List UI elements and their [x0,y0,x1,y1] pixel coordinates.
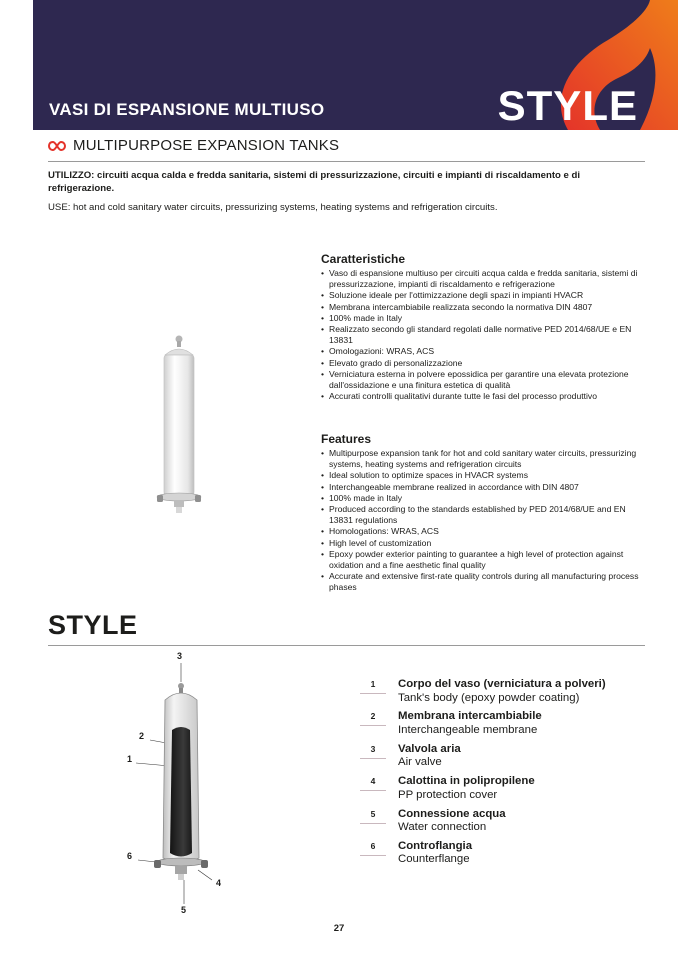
divider [48,645,645,646]
callout-3: 3 [177,651,183,661]
list-item: • Accurate and extensive first-rate quality controls during all manufacturing process phases [321,571,651,593]
part-item [361,743,641,775]
callout-5: 5 [181,905,187,915]
brand-label: STYLE [497,82,638,129]
part-name-en: Water connection [398,821,487,834]
list-item: • Membrana intercambiabile realizzata secondo la normativa DIN 4807 [321,302,651,313]
caratteristiche-section [321,252,651,402]
page-number: 27 [333,923,345,934]
part-name-en: Tank's body (epoxy powder coating) [398,691,580,704]
callout-2: 2 [139,731,145,741]
list-item: • Accurati controlli qualitativi durante tutte le fasi del processo produttivo [321,391,651,402]
use-english: USE: hot and cold sanitary water circuits, pressurizing systems, heating systems and refrigeration circuits. [48,202,498,213]
infinity-logo-icon [48,140,66,152]
list-item: • Ideal solution to optimize spaces in HVACR systems [321,470,651,481]
part-name-it: Valvola aria [398,742,461,755]
use-italian: UTILIZZO: circuiti acqua calda e fredda sanitaria, sistemi di pressurizzazione, circuiti e impianti di riscaldamento e di refrigerazione. [48,170,581,194]
part-number: 3 [361,744,385,754]
list-item: • Soluzione ideale per l'ottimizzazione degli spazi in impianti HVACR [321,290,651,301]
section-title: STYLE [48,610,138,640]
part-name-it: Calottina in polipropilene [398,775,535,788]
callout-1: 1 [127,754,133,764]
part-name-en: Counterflange [398,853,470,866]
part-item [361,678,641,710]
cutaway-drawing [110,648,250,923]
part-name-it: Connessione acqua [398,807,506,820]
part-number: 5 [361,809,385,819]
list-item: • High level of customization [321,538,651,549]
caratteristiche-title: Caratteristiche [321,252,406,266]
list-item: • Elevato grado di personalizzazione [321,358,651,369]
list-item: • Omologazioni: WRAS, ACS [321,346,651,357]
part-name-it: Corpo del vaso (verniciatura a polveri) [398,678,606,690]
part-number: 2 [361,711,385,721]
list-item: • 100% made in Italy [321,313,651,324]
list-item: • Interchangeable membrane realized in accordance with DIN 4807 [321,482,651,493]
callout-4: 4 [216,878,222,888]
page-header [33,0,678,130]
list-item: • Produced according to the standards established by PED 2014/68/UE and EN 13831 regulations [321,504,651,526]
part-item [361,840,641,872]
part-name-it: Membrana intercambiabile [398,710,542,723]
part-item [361,775,641,807]
callout-6: 6 [127,851,133,861]
list-item: • Realizzato secondo gli standard regolati dalle normative PED 2014/68/UE e EN 13831 [321,324,651,346]
divider [48,161,645,162]
part-name-en: Air valve [398,756,442,769]
cutaway-diagram [110,648,250,923]
subtitle-text: MULTIPURPOSE EXPANSION TANKS [73,137,340,154]
features-list [321,448,651,594]
part-name-en: PP protection cover [398,788,498,801]
part-number: 4 [361,776,385,786]
part-number: 1 [361,679,385,689]
list-item: • 100% made in Italy [321,493,651,504]
list-item: • Verniciatura esterna in polvere epossidica per garantire una elevata protezione dall'ossidazione e una finitura estetica di qualità [321,369,651,391]
part-item [361,808,641,840]
part-number: 6 [361,841,385,851]
list-item: • Multipurpose expansion tank for hot and cold sanitary water circuits, pressurizing systems, heating systems and refrigeration circuits [321,448,651,470]
caratteristiche-list [321,268,651,402]
list-item: • Vaso di espansione multiuso per circuiti acqua calda e fredda sanitaria, sistemi di pressurizzazione, impianti di riscaldamento e refrigerazione [321,268,651,290]
product-photo [155,333,215,518]
part-name-en: Interchangeable membrane [398,723,538,736]
list-item: • Epoxy powder exterior painting to guarantee a high level of protection against oxidation and a fine aesthetic final quality [321,549,651,571]
list-item: • Homologations: WRAS, ACS [321,526,651,537]
part-name-it: Controflangia [398,839,473,852]
features-section [321,432,651,594]
part-item [361,710,641,742]
parts-legend [361,678,641,872]
features-title: Features [321,432,372,446]
page-title: VASI DI ESPANSIONE MULTIUSO [49,100,325,119]
subtitle [48,137,339,154]
